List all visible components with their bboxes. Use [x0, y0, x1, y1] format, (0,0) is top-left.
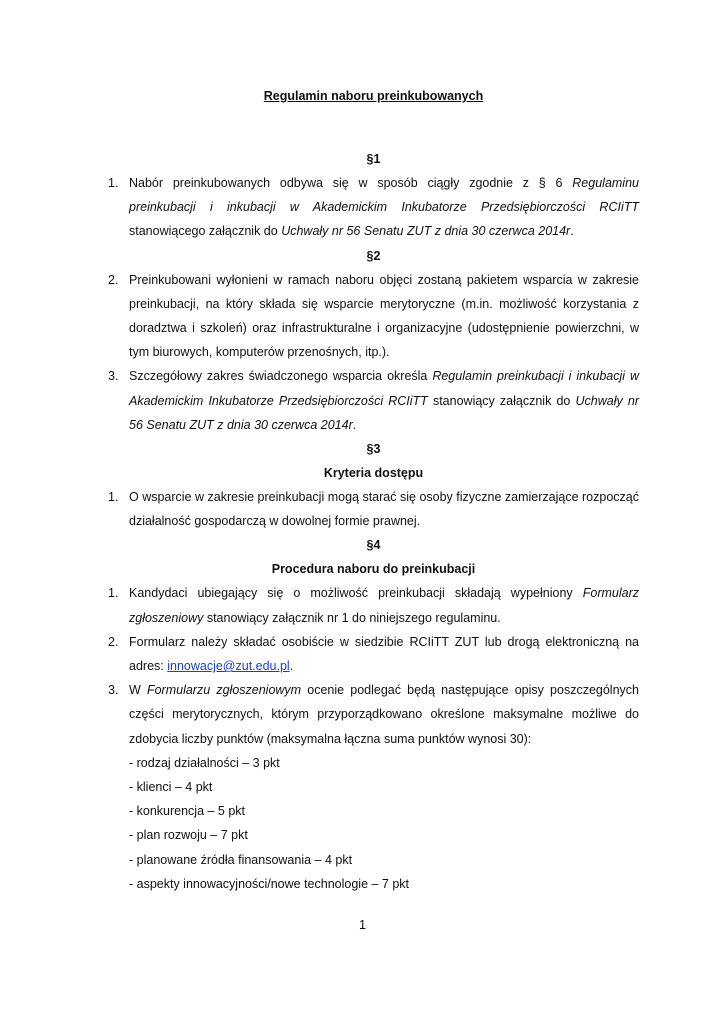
section-4-title: Procedura naboru do preinkubacji — [271, 562, 476, 577]
section-2-heading: §2 — [366, 248, 381, 263]
item-text: O wsparcie w zakresie preinkubacji mogą starać się osoby fizyczne zamierzające rozpocząć działalność gospodarczą w dowolnej formie prawnej. — [129, 490, 639, 529]
section-1-heading: §1 — [366, 152, 381, 166]
item-text: Kandydaci ubiegający się o możliwość preinkubacji składają wypełniony — [129, 586, 583, 601]
item-text-italic: Formularz zgłoszeniowy — [129, 586, 639, 625]
item-number: 1. — [108, 490, 119, 505]
section-3-title: Kryteria dostępu — [323, 466, 424, 481]
item-number: 1. — [108, 176, 119, 190]
item-text: Nabór preinkubowanych odbywa się w sposób ciągły zgodnie z § 6 — [129, 176, 573, 190]
item-text: ocenie podlegać będą następujące opisy poszczególnych części merytorycznych, którym przyporządkowano określone maksymalne możliwe do zdobycia liczby punktów (maksymalna łączna suma punktów wynosi 30): — [129, 683, 639, 746]
item-text: . — [570, 224, 574, 239]
item-text-italic: Regulaminu preinkubacji i inkubacji w Akademickim Inkubatorze Przedsiębiorczości RCIiTT — [129, 176, 639, 215]
criteria-list — [108, 751, 639, 896]
item-text: Szczegółowy zakres świadczonego wsparcia określa — [129, 369, 433, 384]
item-text: W — [129, 683, 147, 698]
criteria-item: - rodzaj działalności – 3 pkt — [129, 755, 280, 770]
item-text: stanowiącego załącznik do — [129, 224, 282, 239]
section-4-item-1 — [108, 581, 639, 629]
page-number: 1 — [359, 918, 366, 932]
item-number: 1. — [108, 586, 119, 601]
item-text: . — [289, 659, 294, 674]
section-2-item-2 — [108, 268, 639, 365]
section-3-heading: §3 — [366, 442, 381, 457]
document-title: Regulamin naboru preinkubowanych — [263, 89, 484, 103]
item-text-italic: Uchwały nr 56 Senatu ZUT z dnia 30 czerwca 2014r — [281, 224, 571, 239]
criteria-item: - klienci – 4 pkt — [129, 780, 213, 795]
item-text: . — [352, 417, 357, 432]
item-number: 2. — [108, 634, 119, 649]
item-number: 2. — [108, 272, 119, 287]
section-2-item-3 — [108, 364, 639, 437]
section-4-item-2 — [108, 630, 639, 678]
section-4-item-3 — [108, 678, 639, 751]
item-text: stanowiący załącznik nr 1 do niniejszego regulaminu. — [203, 610, 501, 625]
section-3-item-1 — [108, 485, 639, 533]
item-text-italic: Regulamin preinkubacji i inkubacji w Akademickim Inkubatorze Przedsiębiorczości RCIiTT — [129, 369, 640, 408]
email-link[interactable]: innowacje@zut.edu.pl — [167, 659, 290, 674]
criteria-item: - konkurencja – 5 pkt — [129, 804, 246, 819]
criteria-item: - plan rozwoju – 7 pkt — [129, 828, 248, 843]
item-text: stanowiący załącznik do — [427, 393, 576, 408]
item-text: Formularz należy składać osobiście w siedzibie RCIiTT ZUT lub drogą elektroniczną na adres: — [129, 634, 639, 674]
section-4-heading: §4 — [366, 538, 381, 553]
item-text: Preinkubowani wyłonieni w ramach naboru objęci zostaną pakietem wsparcia w zakresie preinkubacji, na który składa się wsparcie merytoryczne (m.in. możliwość korzystania z doradztwa i szkoleń) oraz infrastrukturalne i organizacyjne (udostępnienie powierzchni, w tym biurowych, komputerów przenośnych, itp.). — [129, 272, 639, 360]
criteria-item: - planowane źródła finansowania – 4 pkt — [129, 852, 353, 867]
item-text-italic: Uchwały nr 56 Senatu ZUT z dnia 30 czerwca 2014r — [129, 393, 639, 432]
criteria-item: - aspekty innowacyjności/nowe technologie – 7 pkt — [129, 876, 410, 891]
section-1-item-1 — [108, 171, 639, 244]
item-number: 3. — [108, 369, 119, 384]
item-number: 3. — [108, 683, 119, 698]
item-text-italic: Formularzu zgłoszeniowym — [146, 683, 302, 698]
